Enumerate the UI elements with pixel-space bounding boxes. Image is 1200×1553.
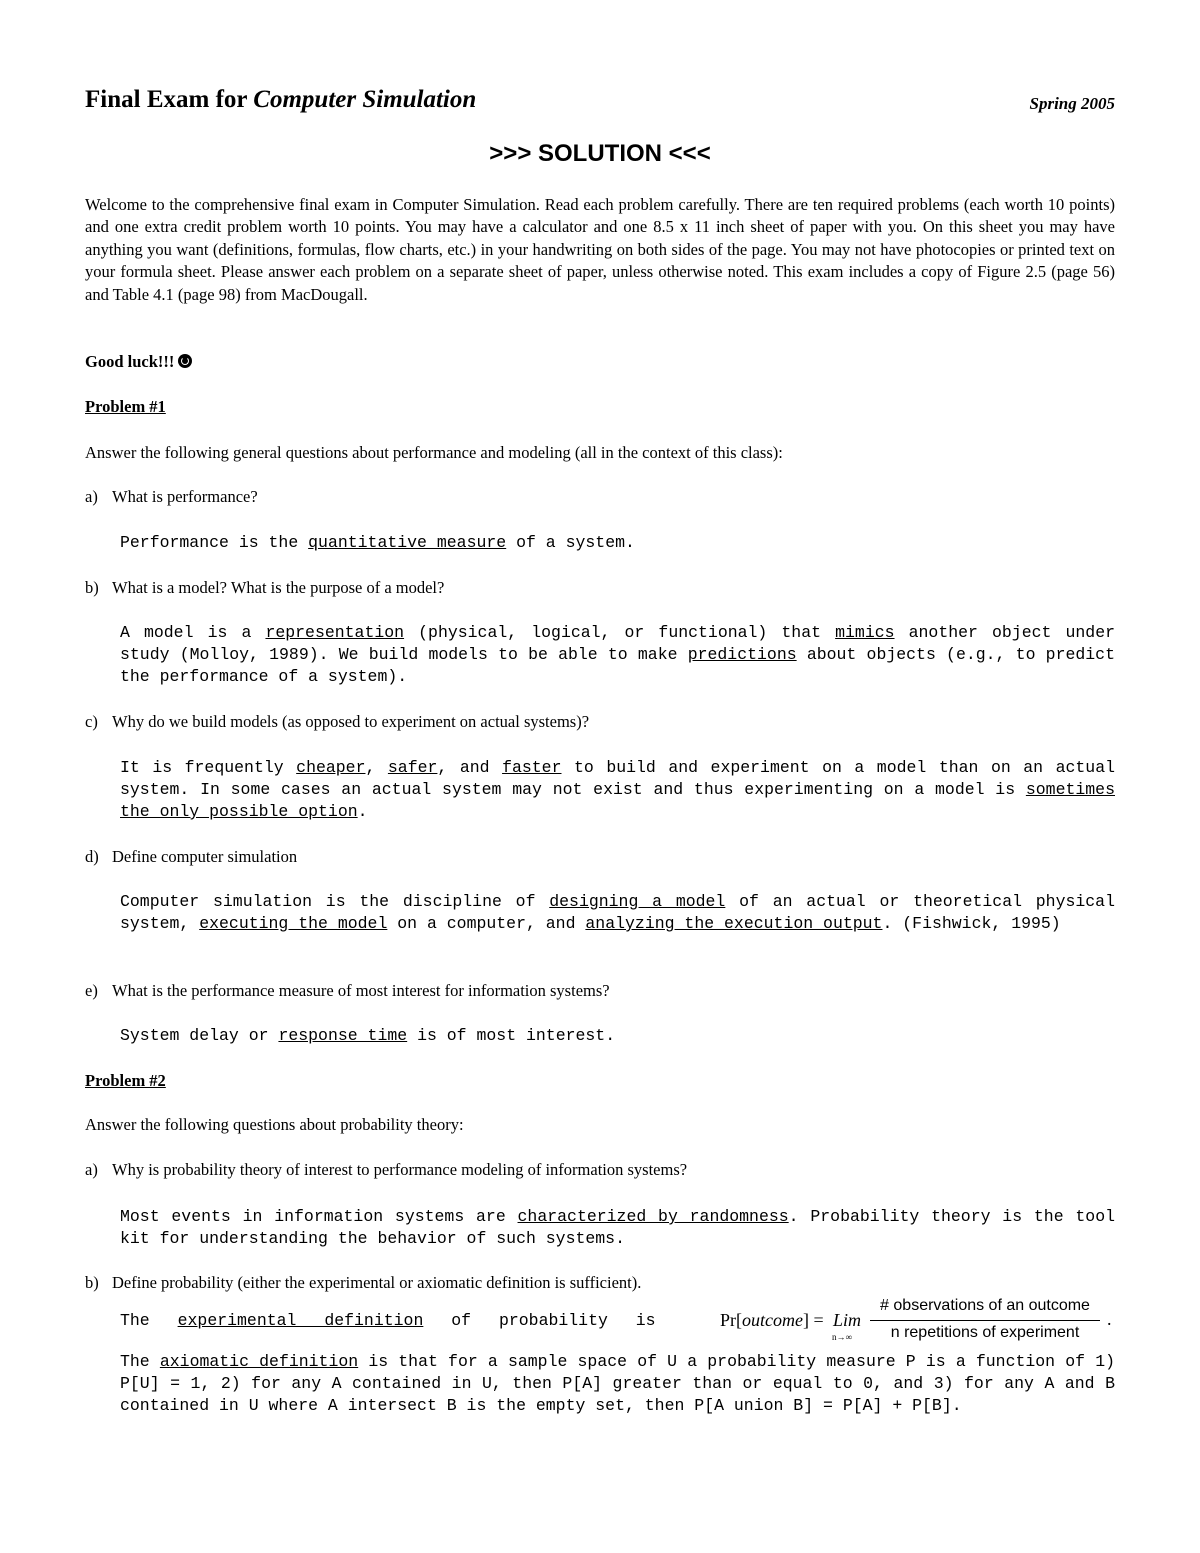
answer-1e: System delay or response time is of most interest. <box>120 1026 616 1045</box>
problem-2-heading: Problem #2 <box>85 1071 166 1090</box>
question-1e <box>85 981 610 1001</box>
problem-1-heading: Problem #1 <box>85 397 166 416</box>
question-label: b) <box>85 578 99 597</box>
formula-lim-subscript: n→∞ <box>832 1332 852 1342</box>
formula-period: . <box>1107 1309 1112 1329</box>
formula-lim: Lim <box>833 1310 862 1330</box>
question-label: e) <box>85 981 98 1000</box>
answer-1c: It is frequently cheaper, safer, and faster to build and experiment on a model than on an actual system. In some cases an actual system may not exist and thus experimenting on a model is sometimes the only possible option. <box>120 758 1115 821</box>
formula-fraction-bar <box>870 1320 1100 1321</box>
question-label: c) <box>85 712 98 731</box>
answer-1b: A model is a representation (physical, logical, or functional) that mimics another object under study (Molloy, 1989). We build models to be able to make predictions about objects (e.g., to predict the performance of a system). <box>120 623 1115 686</box>
smiley-icon <box>178 354 192 368</box>
question-1d <box>85 847 297 867</box>
question-label: a) <box>85 1160 98 1179</box>
question-text: Define probability (either the experimental or axiomatic definition is sufficient). <box>112 1273 642 1292</box>
formula-numerator: # observations of an outcome <box>880 1297 1090 1314</box>
probability-formula <box>720 1297 1120 1345</box>
question-2b <box>85 1273 641 1293</box>
question-text: Why is probability theory of interest to performance modeling of information systems? <box>112 1160 688 1179</box>
question-label: a) <box>85 487 98 506</box>
course-name: Computer Simulation <box>253 86 477 113</box>
question-label: b) <box>85 1273 99 1292</box>
answer-2b-experimental: The experimental definition of probability is <box>120 1311 656 1330</box>
question-1c <box>85 712 589 732</box>
answer-2a: Most events in information systems are characterized by randomness. Probability theory is the tool kit for understanding the behavior of such systems. <box>120 1207 1115 1248</box>
answer-1a: Performance is the quantitative measure of a system. <box>120 533 635 552</box>
question-text: What is the performance measure of most interest for information systems? <box>112 981 610 1000</box>
question-text: What is a model? What is the purpose of a model? <box>112 578 445 597</box>
answer-1d: Computer simulation is the discipline of designing a model of an actual or theoretical physical system, executing the model on a computer, and analyzing the execution output. (Fishwick, 1995) <box>120 892 1115 933</box>
title-prefix: Final Exam for <box>85 86 254 113</box>
page-header <box>85 86 1115 120</box>
intro-paragraph: Welcome to the comprehensive final exam in Computer Simulation. Read each problem carefully. There are ten required problems (each worth 10 points) and one extra credit problem worth 10 points. You may have a calculator and one 8.5 x 11 inch sheet of paper with you. On this sheet you may have anything you want (definitions, formulas, flow charts, etc.) in your handwriting on both sides of the page. You may not have photocopies or printed text on your formula sheet. Please answer each problem on a separate sheet of paper, unless otherwise noted. This exam includes a copy of Figure 2.5 (page 56) and Table 4.1 (page 98) from MacDougall. <box>85 195 1115 304</box>
problem-1-prompt: Answer the following general questions about performance and modeling (all in the context of this class): <box>85 443 783 462</box>
question-text: Define computer simulation <box>112 847 298 866</box>
formula-pr: Pr[outcome] = <box>720 1310 824 1330</box>
exam-term: Spring 2005 <box>1029 94 1115 113</box>
good-luck-text: Good luck!!! <box>85 352 175 371</box>
formula-denominator: n repetitions of experiment <box>890 1324 1080 1341</box>
question-1a <box>85 487 258 507</box>
question-text: What is performance? <box>112 487 258 506</box>
question-2a <box>85 1160 687 1180</box>
answer-2b-axiomatic: The axiomatic definition is that for a sample space of U a probability measure P is a function of 1) P[U] = 1, 2) for any A contained in U, then P[A] greater than or equal to 0, and 3) for any A and B contained in U where A intersect B is the empty set, then P[A union B] = P[A] + P[B]. <box>120 1352 1116 1415</box>
exam-title <box>85 86 476 114</box>
question-label: d) <box>85 847 99 866</box>
problem-2-prompt: Answer the following questions about probability theory: <box>85 1115 464 1134</box>
good-luck <box>85 352 192 372</box>
solution-banner: >>> SOLUTION <<< <box>489 140 711 167</box>
question-text: Why do we build models (as opposed to experiment on actual systems)? <box>112 712 590 731</box>
question-1b <box>85 578 444 598</box>
